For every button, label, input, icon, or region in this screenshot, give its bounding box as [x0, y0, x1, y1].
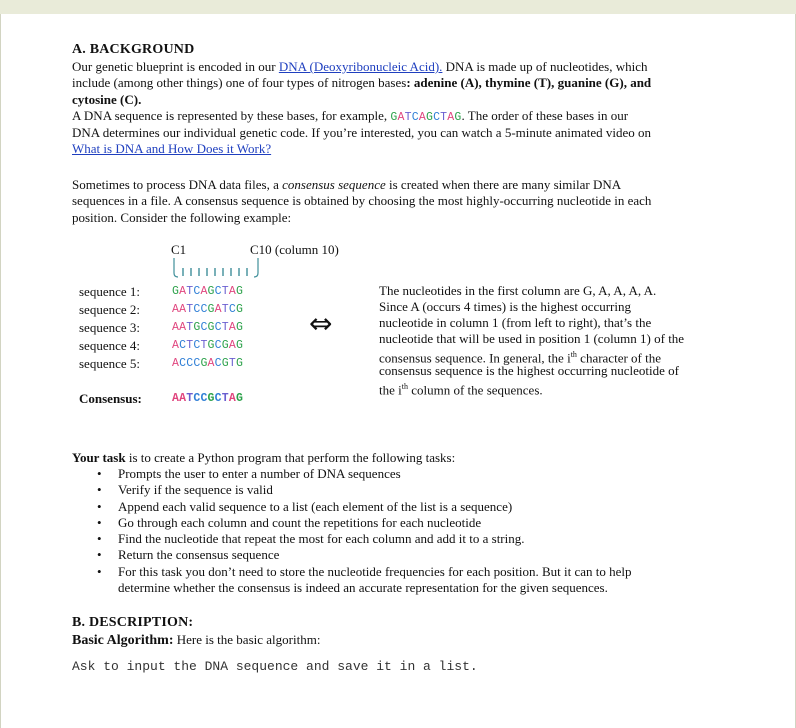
nucleotide-T: T	[186, 392, 194, 405]
nucleotide-A: A	[228, 285, 236, 298]
nucleotide-G: G	[425, 111, 434, 124]
nucleotide-A: A	[179, 321, 187, 334]
task-item: • Return the consensus sequence	[72, 547, 632, 563]
basic-algorithm-line: Basic Algorithm: Here is the basic algorithm:	[72, 632, 321, 648]
nucleotide-G: G	[235, 321, 244, 334]
nucleotide-C: C	[411, 111, 419, 124]
nucleotide-T: T	[186, 339, 194, 352]
nucleotide-G: G	[193, 321, 201, 334]
nucleotide-C: C	[433, 111, 441, 124]
nucleotide-C: C	[193, 392, 201, 405]
consensus-sequence	[172, 392, 243, 405]
nucleotide-T: T	[221, 303, 229, 316]
section-b-heading: B. DESCRIPTION:	[72, 615, 194, 630]
nucleotide-C: C	[193, 285, 201, 298]
p2-line3	[72, 141, 271, 157]
nucleotide-G: G	[207, 321, 215, 334]
nucleotide-G: G	[235, 357, 244, 370]
p1-line1: Our genetic blueprint is encoded in our DNA (Deoxyribonucleic Acid). DNA is made up of nucleotides, which	[72, 59, 648, 74]
nucleotide-G: G	[200, 357, 208, 370]
nucleotide-T: T	[221, 321, 229, 334]
nucleotide-C: C	[179, 357, 187, 370]
sequence-label: sequence 1:	[79, 284, 141, 299]
nucleotide-C: C	[214, 285, 222, 298]
nucleotide-C: C	[193, 339, 201, 352]
nucleotide-C: C	[200, 321, 208, 334]
nucleotide-T: T	[404, 111, 412, 124]
column-10-bracket	[254, 258, 258, 277]
sequence-label: sequence 5:	[79, 356, 141, 371]
dna-sequence-5	[172, 357, 243, 370]
nucleotide-T: T	[186, 321, 194, 334]
nucleotide-T: T	[228, 357, 236, 370]
dna-sequence-1	[172, 285, 243, 298]
nucleotide-A: A	[172, 303, 180, 316]
p2-line1: A DNA sequence is represented by these bases, for example, GATCAGCTAG. The order of these bases in our	[72, 108, 629, 124]
nucleotide-T: T	[221, 392, 229, 405]
task-item: • Go through each column and count the repetitions for each nucleotide	[72, 515, 632, 531]
nucleotide-A: A	[418, 111, 426, 124]
nucleotide-A: A	[172, 357, 180, 370]
nucleotide-A: A	[179, 285, 187, 298]
nucleotide-G: G	[235, 285, 244, 298]
nucleotide-G: G	[207, 303, 215, 316]
video-link[interactable]: What is DNA and How Does it Work?	[72, 141, 272, 156]
column-10-label: C10 (column 10)	[250, 242, 339, 257]
nucleotide-A: A	[228, 321, 236, 334]
task-intro: Your task is to create a Python program that perform the following tasks:	[72, 450, 456, 465]
nucleotide-C: C	[193, 303, 201, 316]
nucleotide-C: C	[214, 321, 222, 334]
nucleotide-C: C	[186, 357, 194, 370]
task-list	[72, 466, 632, 580]
nucleotide-C: C	[200, 392, 208, 405]
nucleotide-C: C	[214, 339, 222, 352]
nucleotide-A: A	[179, 392, 187, 405]
task-item: • For this task you don’t need to store the nucleotide frequencies for each position. But it can to help	[72, 564, 632, 580]
dna-sequence-3	[172, 321, 243, 334]
example-sequence	[390, 111, 461, 124]
p3-line2: sequences in a file. A consensus sequence is obtained by choosing the most highly-occurring nucleotide in each	[72, 193, 652, 208]
task-item: • Append each valid sequence to a list (each element of the list is a sequence)	[72, 499, 632, 515]
nucleotide-G: G	[207, 339, 215, 352]
nucleotide-C: C	[193, 357, 201, 370]
nucleotide-A: A	[397, 111, 405, 124]
nucleotide-A: A	[172, 392, 180, 405]
p1-line3: cytosine (C).	[72, 92, 142, 107]
document-page	[0, 14, 796, 728]
nucleotide-G: G	[207, 392, 215, 405]
explanation-line: The nucleotides in the first column are G, A, A, A, A.	[379, 283, 657, 298]
nucleotide-G: G	[221, 357, 229, 370]
dna-sequence-2	[172, 303, 243, 316]
nucleotide-A: A	[214, 303, 222, 316]
nucleotide-C: C	[228, 303, 236, 316]
section-a-heading: A. BACKGROUND	[72, 42, 195, 57]
nucleotide-G: G	[390, 111, 398, 124]
nucleotide-G: G	[235, 392, 244, 405]
task-item: • Prompts the user to enter a number of DNA sequences	[72, 466, 632, 482]
sequence-label: sequence 4:	[79, 338, 141, 353]
sequence-label: sequence 2:	[79, 302, 141, 317]
nucleotide-G: G	[221, 339, 229, 352]
p2-line2: DNA determines our individual genetic code. If you’re interested, you can watch a 5-minute animated video on	[72, 125, 652, 140]
p3-line1: Sometimes to process DNA data files, a consensus sequence is created when there are many similar DNA	[72, 177, 622, 192]
nucleotide-G: G	[235, 303, 244, 316]
nucleotide-T: T	[200, 339, 208, 352]
nucleotide-A: A	[200, 285, 208, 298]
explanation-line: consensus sequence. In general, the $i^{th}$ character of the	[379, 350, 662, 366]
double-arrow-icon: ⇔	[309, 307, 333, 340]
nucleotide-A: A	[207, 357, 215, 370]
nucleotide-C: C	[179, 339, 187, 352]
dna-wiki-link[interactable]: DNA (Deoxyribonucleic Acid).	[278, 59, 443, 74]
nucleotide-T: T	[186, 303, 194, 316]
nucleotide-G: G	[454, 111, 462, 124]
nucleotide-A: A	[172, 321, 180, 334]
nucleotide-A: A	[172, 339, 180, 352]
nucleotide-C: C	[214, 357, 222, 370]
nucleotide-A: A	[228, 339, 236, 352]
sequence-label: sequence 3:	[79, 320, 141, 335]
consensus-label: Consensus:	[79, 391, 142, 406]
explanation-line: nucleotide that will be used in position 1 (column 1) of the	[379, 331, 685, 346]
nucleotide-C: C	[200, 303, 208, 316]
nucleotide-T: T	[440, 111, 448, 124]
column-1-label: C1	[171, 242, 187, 257]
task-item: • Verify if the sequence is valid	[72, 482, 632, 498]
p3-line3: position. Consider the following example:	[72, 210, 292, 225]
p1-line2: include (among other things) one of four types of nitrogen bases: adenine (A), thymine (T), guanine (G), and	[72, 75, 652, 90]
task-item-continuation: determine whether the consensus is indeed an accurate representation for the given sequences.	[118, 580, 608, 595]
explanation-line: Since A (occurs 4 times) is the highest occurring	[379, 299, 632, 314]
nucleotide-A: A	[228, 392, 236, 405]
nucleotide-T: T	[221, 285, 229, 298]
nucleotide-A: A	[447, 111, 455, 124]
nucleotide-A: A	[179, 303, 187, 316]
algorithm-step-code: Ask to input the DNA sequence and save it in a list.	[72, 659, 478, 674]
nucleotide-G: G	[235, 339, 244, 352]
column-markers-svg	[169, 255, 265, 279]
nucleotide-C: C	[214, 392, 222, 405]
nucleotide-G: G	[207, 285, 215, 298]
column-1-bracket	[174, 258, 178, 277]
explanation-line: the $i^{th}$ column of the sequences.	[379, 382, 543, 398]
nucleotide-G: G	[172, 285, 180, 298]
nucleotide-T: T	[186, 285, 194, 298]
dna-sequence-4	[172, 339, 243, 352]
explanation-line: nucleotide in column 1 (from left to right), that’s the	[379, 315, 652, 330]
task-item: • Find the nucleotide that repeat the most for each column and add it to a string.	[72, 531, 632, 547]
explanation-line: consensus sequence is the highest occurring nucleotide of	[379, 363, 679, 378]
